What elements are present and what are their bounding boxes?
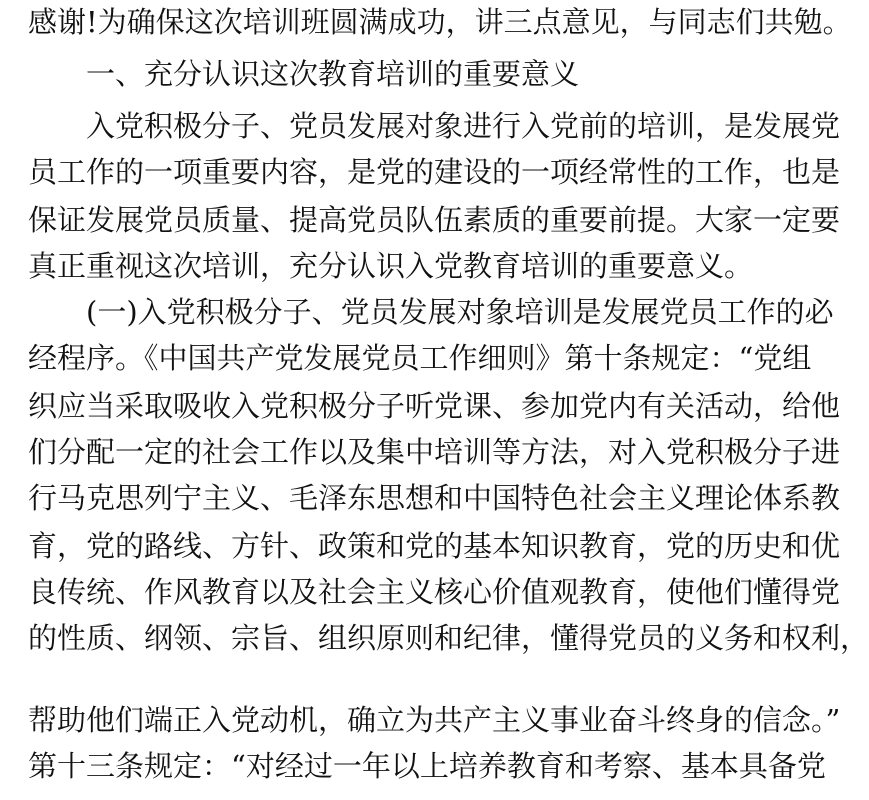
text-line-13: 良传统、作风教育以及社会主义核心价值观教育，使他们懂得党 bbox=[28, 575, 841, 609]
text-line-15: 帮助他们端正入党动机，确立为共产主义事业奋斗终身的信念。” bbox=[28, 703, 841, 737]
text-line-9: 织应当采取吸收入党积极分子听党课、参加党内有关活动，给他 bbox=[28, 389, 841, 423]
text-line-8: 经程序。《中国共产党发展党员工作细则》第十条规定：“党组 bbox=[28, 341, 812, 375]
text-line-1: 感谢!为确保这次培训班圆满成功，讲三点意见，与同志们共勉。 bbox=[28, 5, 852, 39]
section-heading-1: 一、充分认识这次教育培训的重要意义 bbox=[28, 57, 580, 91]
text-line-14: 的性质、纲领、宗旨、组织原则和纪律，懂得党员的义务和权利， bbox=[28, 621, 869, 655]
text-line-7: (一)入党积极分子、党员发展对象培训是发展党员工作的必 bbox=[28, 295, 834, 329]
text-line-12: 育，党的路线、方针、政策和党的基本知识教育，党的历史和优 bbox=[28, 529, 841, 563]
text-line-11: 行马克思列宁主义、毛泽东思想和中国特色社会主义理论体系教 bbox=[28, 481, 841, 515]
text-line-4: 员工作的一项重要内容，是党的建设的一项经常性的工作，也是 bbox=[28, 155, 841, 189]
text-line-6: 真正重视这次培训，充分认识入党教育培训的重要意义。 bbox=[28, 249, 754, 283]
text-line-5: 保证发展党员质量、提高党员队伍素质的重要前提。大家一定要 bbox=[28, 203, 841, 237]
text-line-16: 第十三条规定：“对经过一年以上培养教育和考察、基本具备党 bbox=[28, 749, 826, 783]
text-line-3: 入党积极分子、党员发展对象进行入党前的培训，是发展党 bbox=[28, 109, 841, 143]
text-line-10: 们分配一定的社会工作以及集中培训等方法，对入党积极分子进 bbox=[28, 435, 841, 469]
